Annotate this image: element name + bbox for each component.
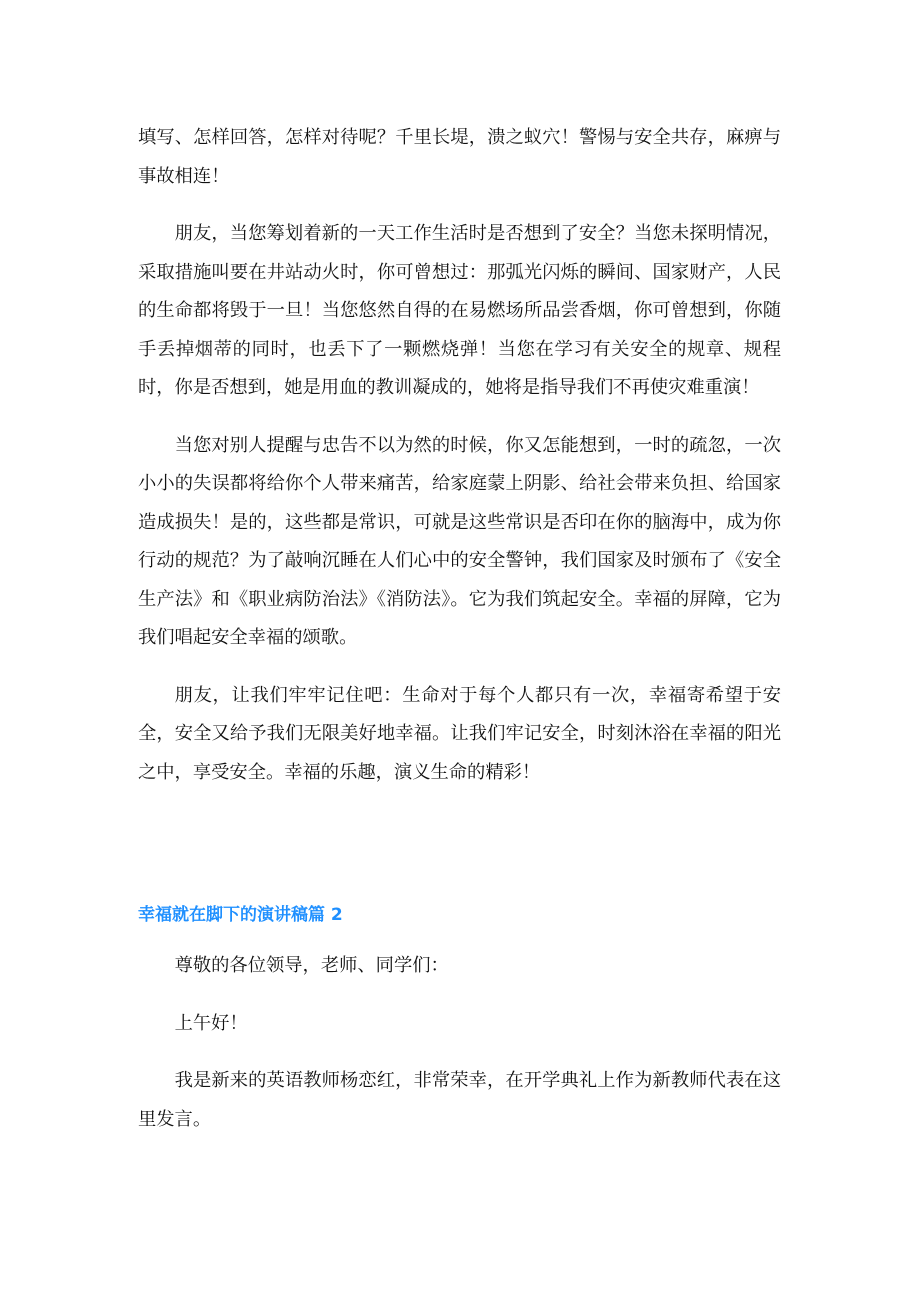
salutation: 尊敬的各位领导，老师、同学们： xyxy=(174,955,449,976)
section-heading: 幸福就在脚下的演讲稿篇 2 xyxy=(138,905,343,925)
greeting: 上午好！ xyxy=(174,1012,248,1034)
document-page xyxy=(138,119,781,1158)
paragraph: 我是新来的英语教师杨恋红，非常荣幸，在开学典礼上作为新教师代表在这里发言。 xyxy=(138,1070,781,1130)
paragraph: 填写、怎样回答，怎样对待呢？千里长堤，溃之蚁穴！警惕与安全共存，麻痹与事故相连！ xyxy=(138,127,781,187)
paragraph: 朋友，当您筹划着新的一天工作生活时是否想到了安全？当您未探明情况，采取措施叫要在井站动火时，你可曾想过：那弧光闪烁的瞬间、国家财产，人民的生命都将毁于一旦！当您悠然自得的在易燃场所品尝香烟，你可曾想到，你随手丢掉烟蒂的同时，也丢下了一颗燃烧弹！当您在学习有关安全的规章、规程时，你是否想到，她是用血的教训凝成的，她将是指导我们不再使灾难重演！ xyxy=(138,223,781,398)
paragraph: 朋友，让我们牢牢记住吧：生命对于每个人都只有一次，幸福寄希望于安全，安全又给予我们无限美好地幸福。让我们牢记安全，时刻沐浴在幸福的阳光之中，享受安全。幸福的乐趣，演义生命的精彩！ xyxy=(138,684,781,783)
paragraph: 当您对别人提醒与忠告不以为然的时候，你又怎能想到，一时的疏忽，一次小小的失误都将给你个人带来痛苦，给家庭蒙上阴影、给社会带来负担、给国家造成损失！是的，这些都是常识，可就是这些常识是否印在你的脑海中，成为你行动的规范？为了敲响沉睡在人们心中的安全警钟，我们国家及时颁布了《安全生产法》和《职业病防治法》《消防法》。它为我们筑起安全。幸福的屏障，它为我们唱起安全幸福的颂歌。 xyxy=(138,434,781,648)
